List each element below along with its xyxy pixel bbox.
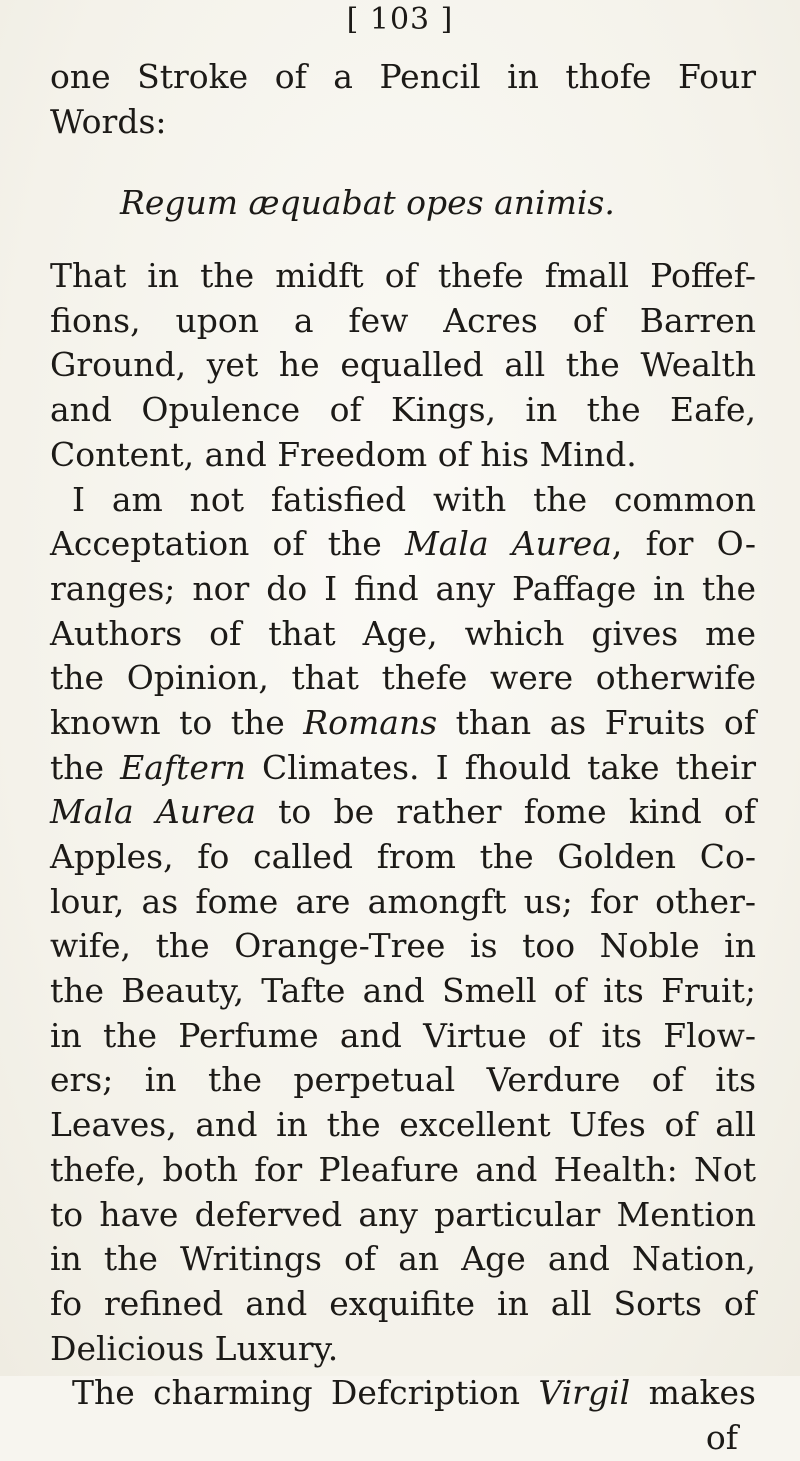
text-run: Apples, fo called from the Golden Co-	[50, 837, 756, 876]
italic-text: Romans	[303, 702, 438, 742]
italic-text: Regum æquabat opes animis.	[120, 183, 615, 223]
text-run: Acceptation of the	[50, 524, 405, 564]
text-line	[50, 790, 756, 835]
text-run: makes	[630, 1373, 756, 1413]
text-run: lour, as fome are amongft us; for other-	[50, 881, 756, 921]
body-text	[50, 55, 756, 1461]
text-run: the Beauty, Tafte and Smell of its Fruit;	[50, 971, 756, 1011]
text-run: known to the	[50, 702, 304, 742]
text-run: ranges; nor do I find any Paffage in the	[50, 568, 756, 608]
text-line	[50, 433, 756, 478]
text-run: I am not fatisfied with the common	[72, 479, 756, 519]
text-line	[50, 1237, 756, 1282]
text-run: than as Fruits of	[437, 702, 756, 742]
text-run: in the Perfume and Virtue of its Flow-	[50, 1015, 756, 1055]
text-line	[50, 656, 756, 701]
text-run: Climates. I fhould take their	[245, 747, 756, 787]
text-line	[50, 612, 756, 657]
text-line	[50, 1371, 756, 1416]
text-run: to be rather fome kind of	[255, 792, 757, 832]
text-run: fions, upon a few Acres of Barren	[50, 300, 756, 340]
text-run: Words:	[50, 101, 167, 141]
text-run: the	[50, 747, 121, 787]
text-run: ers; in the perpetual Verdure of its	[50, 1060, 756, 1100]
text-line	[50, 835, 756, 880]
text-line	[50, 388, 756, 433]
text-line	[50, 478, 756, 523]
italic-text: Mala Aurea	[50, 792, 256, 832]
text-run: fo refined and exquifite in all Sorts of	[50, 1283, 756, 1323]
text-line	[50, 701, 756, 746]
text-line	[50, 1148, 756, 1193]
italic-text: Mala Aurea	[404, 524, 612, 564]
italic-text: Virgil	[538, 1373, 631, 1413]
text-run: of	[705, 1417, 738, 1457]
text-run: That in the midft of thefe fmall Poffef-	[50, 256, 756, 296]
text-line	[50, 567, 756, 612]
text-run: The charming Defcription	[72, 1373, 539, 1413]
text-run: Authors of that Age, which gives me	[50, 613, 756, 653]
text-line	[50, 969, 756, 1014]
text-line	[50, 299, 756, 344]
page-number: [ 103 ]	[346, 2, 454, 37]
text-run: , for O-	[611, 524, 757, 564]
text-line	[50, 924, 756, 969]
text-line	[50, 343, 756, 388]
text-run: Delicious Luxury.	[50, 1328, 339, 1368]
italic-text: Eaftern	[120, 747, 246, 787]
catchword	[50, 1416, 756, 1461]
text-line	[50, 1282, 756, 1327]
text-run: the Opinion, that thefe were otherwife	[50, 658, 756, 698]
text-line	[50, 1103, 756, 1148]
text-run: thefe, both for Pleafure and Health: Not	[50, 1149, 756, 1189]
text-run: to have deferved any particular Mention	[50, 1194, 756, 1234]
text-line	[50, 100, 756, 145]
text-run: and Opulence of Kings, in the Eafe,	[50, 390, 756, 430]
latin-quotation	[50, 181, 756, 226]
text-run: wife, the Orange-Tree is too Noble in	[50, 926, 756, 966]
text-line	[50, 1058, 756, 1103]
text-run: one Stroke of a Pencil in thofe Four	[50, 57, 756, 96]
text-run: Content, and Freedom of his Mind.	[50, 434, 637, 474]
text-line	[50, 1014, 756, 1059]
text-line	[50, 746, 756, 791]
text-run: Ground, yet he equalled all the Wealth	[50, 345, 756, 385]
text-line	[50, 254, 756, 299]
text-line	[50, 1327, 756, 1372]
text-line	[50, 1193, 756, 1238]
text-line	[50, 55, 756, 100]
text-run: in the Writings of an Age and Nation,	[50, 1239, 756, 1279]
text-run: Leaves, and in the excellent Ufes of all	[50, 1105, 756, 1145]
text-line	[50, 522, 756, 567]
text-line	[50, 880, 756, 925]
